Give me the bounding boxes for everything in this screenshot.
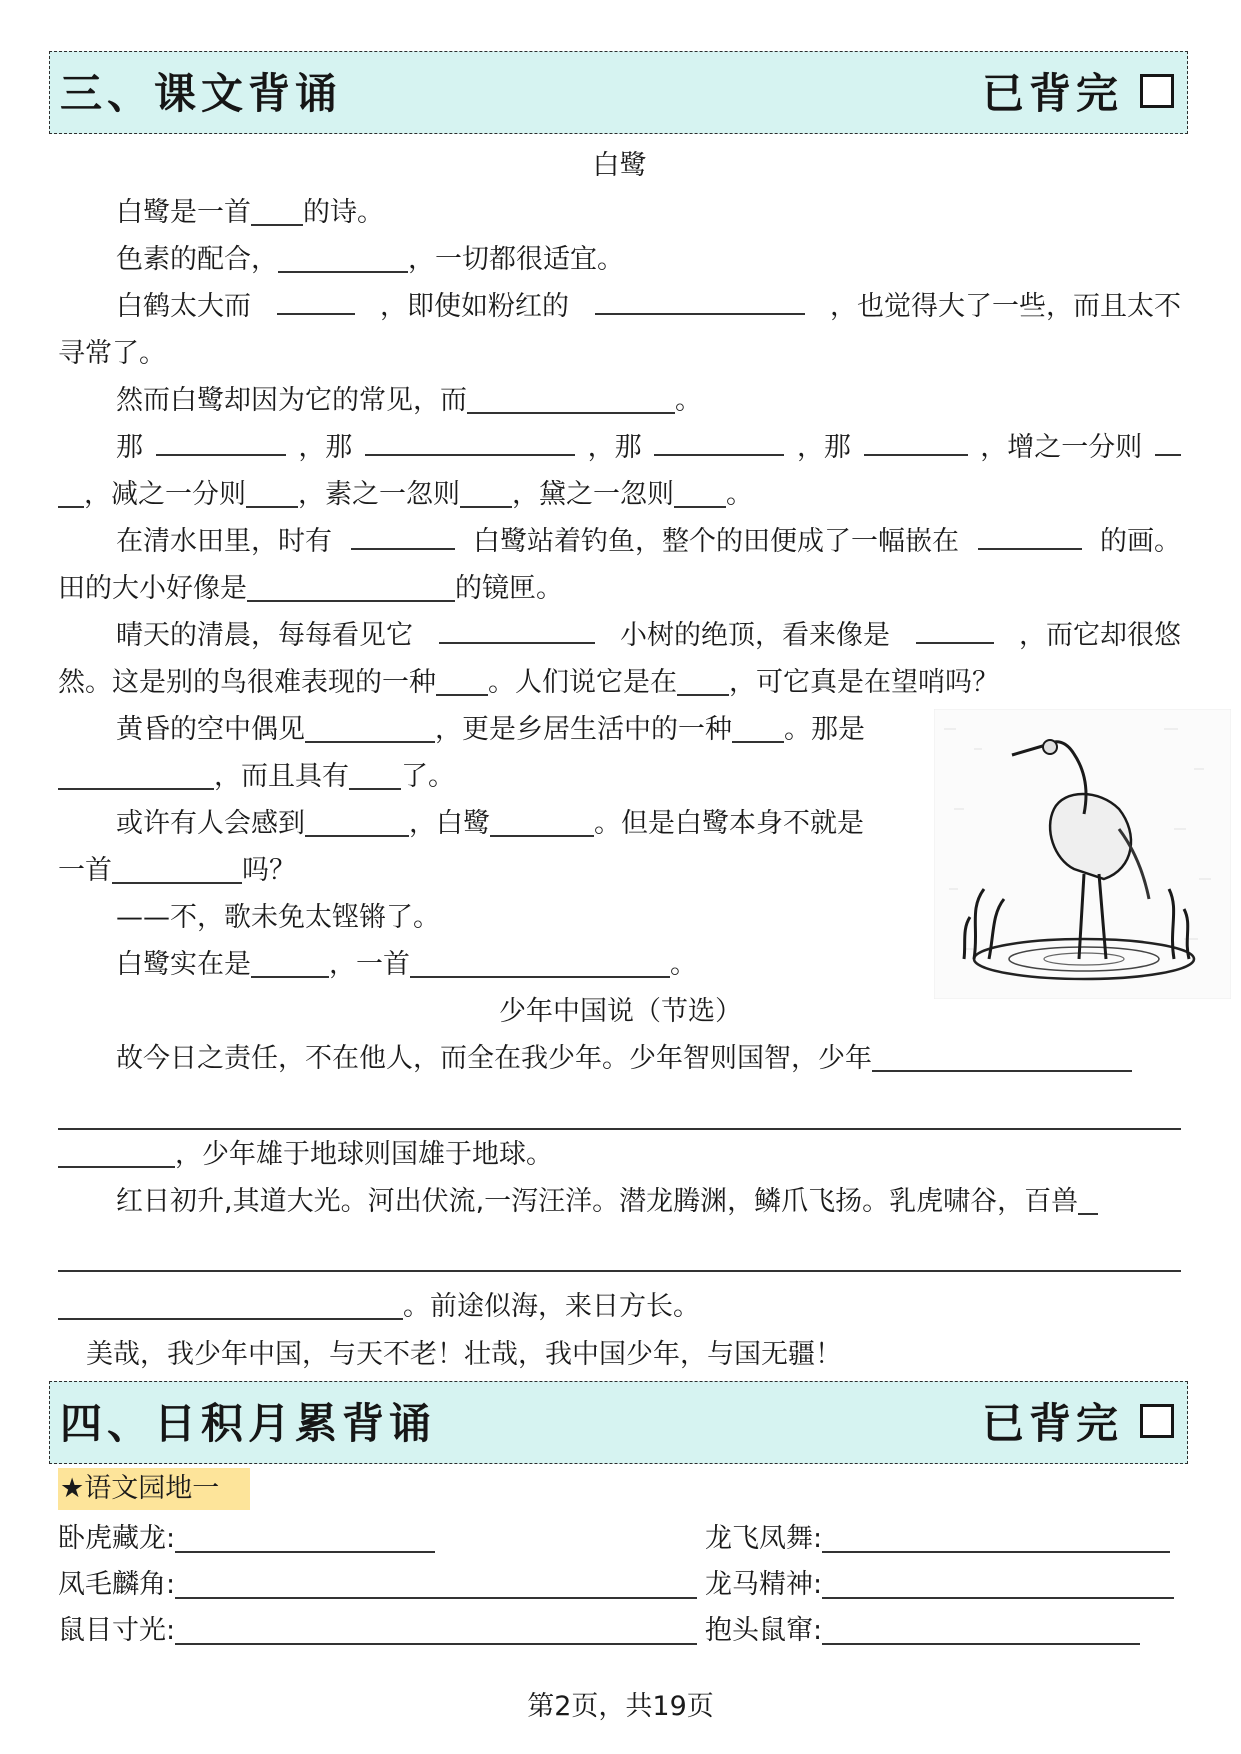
text: ，少年雄于地球则国雄于地球。 [175,1139,553,1170]
text: 。前途似海，来日方长。 [403,1291,700,1322]
text-line [58,847,929,895]
fill-line[interactable] [58,1270,1181,1272]
text: 白鹭实在是 [116,949,251,980]
fill-blank[interactable] [349,758,401,790]
fill-blank[interactable] [277,283,355,315]
paragraph: ——不，歌未免太铿锵了。 [116,902,440,933]
fill-blank[interactable] [677,664,729,696]
status-label: 已背完 [981,69,1123,118]
paragraph [58,189,1181,237]
text: ，增之一分则 [980,432,1143,463]
fill-blank[interactable] [175,1613,697,1645]
fill-blank[interactable] [439,612,595,644]
text: ，那 [298,432,353,463]
text: 。 [726,479,753,510]
text: 色素的配合， [116,244,278,275]
text-line [58,565,1181,613]
text: 小树的绝顶，看来像是 [620,620,890,651]
fill-blank[interactable] [58,1288,403,1320]
text: 。但是白鹭本身不就是 [594,808,864,839]
text: 一首 [58,855,112,886]
idiom-label: 凤毛麟角: [58,1569,176,1600]
text: ，而且具有 [214,761,349,792]
fill-blank[interactable] [460,476,512,508]
poem-title: 白鹭 [592,150,647,181]
paragraph [58,800,929,848]
idiom-label: 龙飞凤舞: [705,1523,823,1554]
text: ，减之一分则 [84,479,246,510]
fill-blank[interactable] [246,476,298,508]
unit-tag: ★语文园地一 [58,1468,250,1510]
fill-blank[interactable] [58,476,84,508]
fill-blank[interactable] [1155,424,1181,456]
text: 。那是 [784,714,865,745]
idiom-label: 卧虎藏龙: [58,1523,176,1554]
text: 在清水田里，时有 [116,526,332,557]
fill-blank[interactable] [58,758,214,790]
text: 或许有人会感到 [116,808,305,839]
idiom-item [705,1562,1174,1608]
text: ，一首 [329,949,410,980]
fill-blank[interactable] [305,805,409,837]
text: ，即使如粉红的 [380,291,569,322]
poem-title: 少年中国说（节选） [499,996,742,1027]
text: ，一切都很适宜。 [408,244,624,275]
paragraph [58,377,1181,425]
text: 白鹭是一首 [116,197,251,228]
text: ，可它真是在望哨吗？ [729,667,999,698]
text: 白鹭站着钓鱼，整个的田便成了一幅嵌在 [473,526,959,557]
idiom-item [58,1608,697,1654]
fill-blank[interactable] [674,476,726,508]
text-line [58,1283,1181,1331]
fill-blank[interactable] [251,946,329,978]
text: 的诗。 [303,197,384,228]
idiom-label: 龙马精神: [705,1569,823,1600]
fill-blank[interactable] [175,1521,435,1553]
text: 。人们说它是在 [488,667,677,698]
fill-blank[interactable] [1078,1183,1098,1215]
idiom-item [58,1516,435,1562]
text: 。 [675,385,702,416]
fill-blank[interactable] [872,1040,1132,1072]
text: 。 [670,949,697,980]
closing-line: 美哉，我少年中国，与天不老！壮哉，我中国少年，与国无疆！ [86,1339,842,1370]
text: 田的大小好像是 [58,573,247,604]
text: 晴天的清晨，每每看见它 [116,620,413,651]
text: ，素之一忽则 [298,479,460,510]
paragraph [58,1178,1181,1226]
fill-blank[interactable] [864,424,968,456]
paragraph [58,941,929,989]
fill-blank[interactable] [916,612,994,644]
text: ，那 [796,432,851,463]
fill-blank[interactable] [251,194,303,226]
fill-blank[interactable] [175,1567,697,1599]
paragraph [58,283,1181,331]
status-label: 已背完 [981,1399,1123,1448]
fill-blank[interactable] [822,1567,1174,1599]
text: ，黛之一忽则 [512,479,674,510]
fill-blank[interactable] [156,424,286,456]
fill-blank[interactable] [112,852,242,884]
done-checkbox[interactable] [1140,1404,1174,1438]
text: ，也觉得大了一些，而且太不 [830,291,1181,322]
idiom-label: 鼠目寸光: [58,1615,176,1646]
text: 黄昏的空中偶见 [116,714,305,745]
page-footer: 第2页，共19页 [527,1691,714,1722]
fill-blank[interactable] [58,1136,175,1168]
text-line [58,753,929,801]
fill-blank[interactable] [732,711,784,743]
fill-blank[interactable] [822,1613,1140,1645]
fill-blank[interactable] [595,283,805,315]
idiom-item [705,1608,1140,1654]
fill-line[interactable] [58,1128,1181,1130]
text: 的画。 [1100,526,1181,557]
fill-blank[interactable] [351,518,455,550]
text: 然。这是别的鸟很难表现的一种 [58,667,436,698]
section-title: 四、日积月累背诵 [60,1399,437,1448]
done-checkbox[interactable] [1140,74,1174,108]
paragraph [58,1035,1181,1083]
fill-blank[interactable] [654,424,784,456]
paragraph [58,706,929,754]
fill-blank[interactable] [410,946,670,978]
fill-blank[interactable] [490,805,594,837]
section-title: 三、课文背诵 [60,69,343,118]
text-line: 寻常了。 [58,338,166,369]
text: ，而它却很悠 [1019,620,1181,651]
paragraph [58,518,1181,566]
idiom-item [58,1562,697,1608]
text: 红日初升,其道大光。河出伏流,一泻汪洋。潜龙腾渊，鳞爪飞扬。乳虎啸谷，百兽 [116,1186,1079,1217]
text-line [58,1131,1181,1179]
fill-blank[interactable] [247,570,455,602]
section-header [49,51,1188,134]
fill-blank[interactable] [978,518,1082,550]
text-line [58,471,1181,519]
text: 那 [116,432,143,463]
text: ，那 [587,432,642,463]
fill-blank[interactable] [365,424,575,456]
idiom-label: 抱头鼠窜: [705,1615,823,1646]
text: 故今日之责任，不在他人，而全在我少年。少年智则国智，少年 [116,1043,872,1074]
text: 的镜匣。 [455,573,563,604]
paragraph [58,236,1181,284]
paragraph [58,612,1181,660]
paragraph [58,424,1181,472]
text: 白鹤太大而 [116,291,251,322]
section-header [49,1381,1188,1464]
fill-blank[interactable] [822,1521,1170,1553]
text: ，更是乡居生活中的一种 [435,714,732,745]
fill-blank[interactable] [305,711,435,743]
fill-blank[interactable] [278,241,408,273]
fill-blank[interactable] [436,664,488,696]
egret-illustration [934,709,1231,999]
idiom-item [705,1516,1170,1562]
fill-blank[interactable] [467,382,675,414]
text: ，白鹭 [409,808,490,839]
text: 然而白鹭却因为它的常见，而 [116,385,467,416]
text: 了。 [401,761,455,792]
text: 吗？ [242,855,296,886]
text-line [58,659,1181,707]
